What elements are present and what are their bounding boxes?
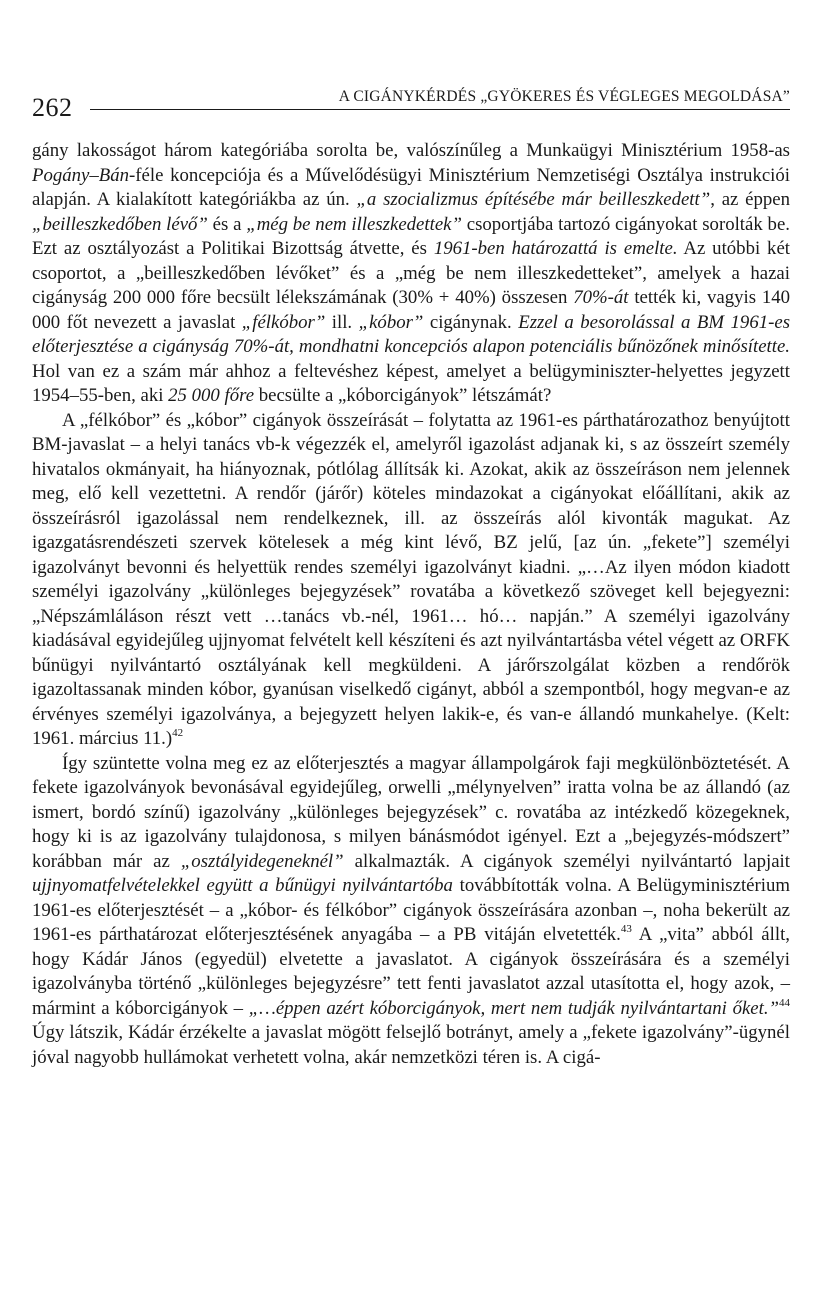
text-run: ill. xyxy=(325,311,359,333)
italic-text: Ezzel a besorolással a BM 1961-es előterjesztése a cigányság 70%-át, mondhatni koncepciós alapon potenciális bűnözőnek minősítette. xyxy=(32,311,790,357)
footnote-ref: 43 xyxy=(620,923,632,935)
text-run: -féle koncepciója és a Művelődésügyi Minisztérium Nemzetiségi Osztálya instrukciói alapján. A kialakított kategóriákba az ún. xyxy=(32,164,790,210)
italic-text: „…éppen azért kóborcigányok, mert nem tudják nyilvántartani őket.” xyxy=(248,997,779,1019)
italic-text: „még be nem illeszkedettek” xyxy=(246,213,462,235)
text-run: csoportjába tartozó cigányokat sorolták be. Ezt az osztályozást a Politikai Bizottság átvette, és xyxy=(32,213,790,259)
text-run: becsülte a „kóborcigányok” létszámát? xyxy=(254,385,552,406)
running-title: A CIGÁNYKÉRDÉS „GYÖKERES ÉS VÉGLEGES MEGOLDÁSA” xyxy=(338,88,790,105)
text-run: A „vita” abból állt, hogy Kádár János (egyedül) elvetette a javaslatot. A cigányok összeírására és a személyi igazolványba történő „különleges bejegyzésre” tett fenti javaslatot azzal utasította el, hogy azok, – mármint a kóborcigányok – xyxy=(32,924,790,1019)
body-text xyxy=(32,139,790,1070)
footnote-ref: 44 xyxy=(779,996,790,1009)
italic-text: „beilleszkedőben lévő” xyxy=(32,213,208,235)
text-run: Úgy látszik, Kádár érzékelte a javaslat mögött felsejlő botrányt, amely a „fekete igazolvány”-ügynél jóval nagyobb hullámokat verhetett volna, akár nemzetközi téren is. A cigá- xyxy=(32,1022,790,1068)
text-run: továbbították volna. A Belügyminisztérium 1961-es előterjesztését – a „kóbor- és félkóbor” cigányok összeírására azonban –, noha bekerült az 1961-es párthatározat előterjesztésének anyagába – a PB vitáján elvetették. xyxy=(32,875,790,945)
italic-text: „félkóbor” xyxy=(241,311,326,333)
italic-text: Pogány–Bán xyxy=(32,164,130,186)
italic-text: 70%-át xyxy=(573,287,629,308)
text-run: cigánynak. xyxy=(423,311,519,333)
page-header xyxy=(32,88,790,122)
page-number: 262 xyxy=(32,93,73,122)
italic-text: 25 000 főre xyxy=(168,385,255,406)
text-run: Hol van ez a szám már ahhoz a feltevéshez képest, amelyet a belügyminiszter-helyettes jegyzett 1954–55-ben, aki xyxy=(32,360,790,406)
italic-text: ujjnyomatfelvételekkel együtt a bűnügyi nyilvántartóba xyxy=(32,875,453,896)
italic-text: „kóbor” xyxy=(358,311,424,333)
text-run: A „félkóbor” és „kóbor” cigányok összeírását – folytatta az 1961-es párthatározathoz benyújtott BM-javaslat – a helyi tanács vb-k végezzék el, amelyről igazolást adjanak ki, s az összeírt személy hivatalos okmányait, ha hiányoznak, pótlólag állítsák ki. Azokat, akik az összeíráson nem jelennek meg, elő kell vezettetni. A rendőr (járőr) köteles mindazokat a cigányokat előállítani, akik az összeírásról igazolással nem rendelkeznek, ill. az összeírás alól kivonták magukat. Az igazgatásrendészeti szervek kötelesek a még kint lévő, BZ jelű, [az ún. „fekete”] személyi igazolványt bevonni és helyettük rendes személyi igazolványt kiadni. „…Az ilyen módon kiadott személyi igazolvány „különleges bejegyzések” rovatába a következő szöveget kell bejegyezni: „Népszámláláson részt vett …tanács vb.-nél, 1961… hó… napján.” A személyi igazolvány kiadásával egyidejűleg ujjnyomat felvételt kell készíteni és azt nyilvántartásba vétel végett az ORFK bűnügyi nyilvántartó osztályának kell megküldeni. A járőrszolgálat közben a rendőrök igazoltassanak minden kóbor, gyanúsan viselkedő cigányt, abból a szempontból, hogy megvan-e az érvényes személyi igazolványa, a bejegyzett helyen lakik-e, és van-e állandó munkahelye. (Kelt: 1961. március 11.) xyxy=(32,409,790,749)
text-run: Így szüntette volna meg ez az előterjesztés a magyar állampolgárok faji megkülönböztetését. A fekete igazolványok bevonásával egyidejűleg, orwelli „mélynyelven” iratta volna be az állandó (az ismert, bordó színű) igazolvány „különleges bejegyzések” c. rovatába az intézkedő közegeknek, hogy ki is az igazolvány tulajdonosa, s milyen bánásmódot igényel. Ezt a „bejegyzés-módszert” korábban már az xyxy=(32,752,790,872)
paragraph-1 xyxy=(32,139,790,409)
italic-text: „a szocializmus építésébe már beilleszkedett” xyxy=(356,189,711,210)
italic-text: 1961-ben határozattá is emelte. xyxy=(433,238,678,259)
text-run: , az éppen xyxy=(710,189,791,210)
text-run: tették ki, vagyis 140 000 főt nevezett a javaslat xyxy=(32,287,790,333)
italic-text: „osztályidegeneknél” xyxy=(180,850,344,872)
text-run: Az utóbbi két csoportot, a „beilleszkedőben lévőket” és a „még be nem illeszkedetteket”, amelyek a hazai cigányság 200 000 főre becsült lélekszámának (30% + 40%) összesen xyxy=(32,238,790,308)
text-run: alkalmazták. A cigányok személyi nyilvántartó lapjait xyxy=(343,850,790,872)
paragraph-3 xyxy=(32,752,790,1071)
paragraph-2 xyxy=(32,409,790,752)
text-run: gány lakosságot három kategóriába sorolta be, valószínűleg a Munkaügyi Minisztérium 1958-as xyxy=(32,140,790,161)
footnote-ref: 42 xyxy=(172,727,184,739)
header-rule xyxy=(90,109,790,110)
text-run: és a xyxy=(207,213,247,235)
